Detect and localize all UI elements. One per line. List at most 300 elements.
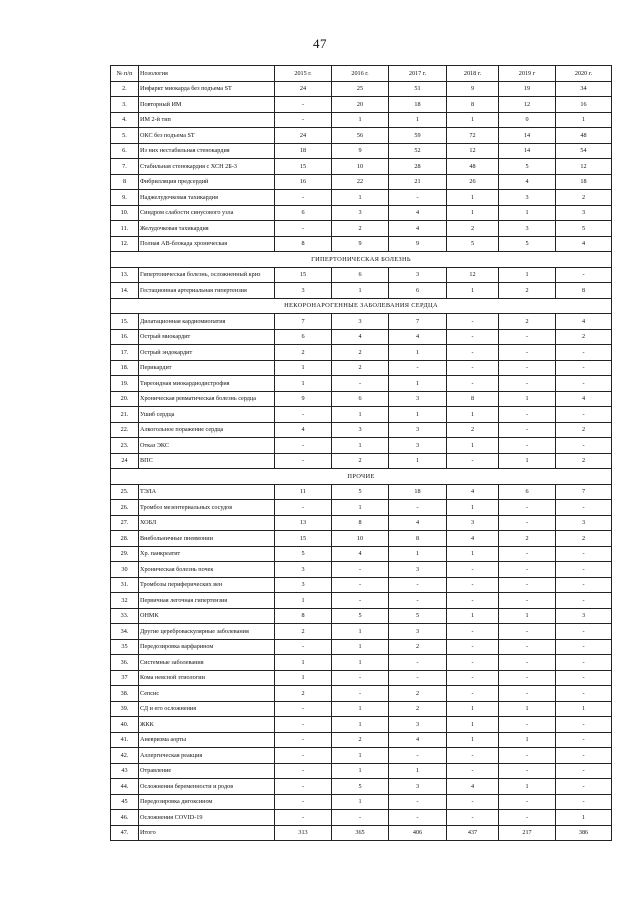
row-value: 3 bbox=[499, 190, 556, 206]
header-year: 2018 г. bbox=[447, 66, 499, 82]
table-row bbox=[111, 81, 612, 97]
row-value: 1 bbox=[332, 407, 389, 423]
row-value: 1 bbox=[332, 639, 389, 655]
row-nosology: Гипертоническая болезнь, осложненный криз bbox=[139, 267, 275, 283]
row-value: 1 bbox=[389, 112, 447, 128]
row-value: - bbox=[275, 779, 332, 795]
table-row bbox=[111, 143, 612, 159]
row-value: 4 bbox=[447, 531, 499, 547]
row-number: 3. bbox=[111, 97, 139, 113]
row-value: - bbox=[556, 763, 612, 779]
row-value: 1 bbox=[389, 376, 447, 392]
row-value: - bbox=[556, 794, 612, 810]
row-value: 6 bbox=[332, 267, 389, 283]
row-value: 5 bbox=[499, 236, 556, 252]
row-value: - bbox=[499, 329, 556, 345]
table-row bbox=[111, 748, 612, 764]
row-value: 4 bbox=[556, 236, 612, 252]
section-title: ПРОЧИЕ bbox=[111, 469, 612, 485]
row-nosology: Итого bbox=[139, 825, 275, 841]
row-value: - bbox=[556, 267, 612, 283]
row-nosology: Желудочковая тахикардия bbox=[139, 221, 275, 237]
row-value: 1 bbox=[447, 732, 499, 748]
row-value: 4 bbox=[332, 546, 389, 562]
table-row bbox=[111, 794, 612, 810]
row-value: 2 bbox=[275, 624, 332, 640]
row-value: 3 bbox=[389, 422, 447, 438]
row-value: 1 bbox=[332, 624, 389, 640]
row-number: 30 bbox=[111, 562, 139, 578]
row-value: 0 bbox=[499, 112, 556, 128]
row-value: 22 bbox=[332, 174, 389, 190]
row-nosology: Сепсис bbox=[139, 686, 275, 702]
row-value: 386 bbox=[556, 825, 612, 841]
row-value: - bbox=[556, 748, 612, 764]
row-nosology: Аллергическая реакция bbox=[139, 748, 275, 764]
row-value: 2 bbox=[556, 531, 612, 547]
row-value: - bbox=[275, 794, 332, 810]
header-year: 2020 г. bbox=[556, 66, 612, 82]
row-number: 14. bbox=[111, 283, 139, 299]
row-value: 4 bbox=[499, 174, 556, 190]
row-value: - bbox=[556, 670, 612, 686]
row-value: 1 bbox=[389, 763, 447, 779]
row-nosology: ИМ 2-й тип bbox=[139, 112, 275, 128]
row-value: 4 bbox=[332, 329, 389, 345]
row-number: 35 bbox=[111, 639, 139, 655]
row-value: - bbox=[447, 360, 499, 376]
row-value: - bbox=[556, 360, 612, 376]
row-value: - bbox=[275, 407, 332, 423]
row-value: 1 bbox=[275, 376, 332, 392]
table-row bbox=[111, 810, 612, 826]
row-value: 3 bbox=[389, 267, 447, 283]
row-number: 6. bbox=[111, 143, 139, 159]
row-number: 41. bbox=[111, 732, 139, 748]
row-value: 1 bbox=[556, 701, 612, 717]
row-value: 2 bbox=[332, 453, 389, 469]
row-value: 9 bbox=[332, 143, 389, 159]
row-value: 24 bbox=[275, 128, 332, 144]
row-value: - bbox=[389, 748, 447, 764]
row-value: 21 bbox=[389, 174, 447, 190]
table-row bbox=[111, 391, 612, 407]
row-nosology: Внебольничные пневмонии bbox=[139, 531, 275, 547]
row-value: 1 bbox=[332, 748, 389, 764]
row-value: 1 bbox=[332, 283, 389, 299]
table-row bbox=[111, 717, 612, 733]
row-value: - bbox=[389, 500, 447, 516]
row-value: 34 bbox=[556, 81, 612, 97]
row-value: 3 bbox=[556, 205, 612, 221]
table-row bbox=[111, 655, 612, 671]
row-value: - bbox=[389, 360, 447, 376]
row-value: - bbox=[499, 345, 556, 361]
row-nosology: Полная АВ-блокада хроническая bbox=[139, 236, 275, 252]
table-row bbox=[111, 515, 612, 531]
row-nosology: Передозировка варфарином bbox=[139, 639, 275, 655]
row-value: 2 bbox=[389, 701, 447, 717]
row-value: 2 bbox=[499, 283, 556, 299]
row-value: 1 bbox=[499, 732, 556, 748]
row-value: 4 bbox=[389, 221, 447, 237]
row-value: 20 bbox=[332, 97, 389, 113]
row-value: - bbox=[275, 763, 332, 779]
row-value: 5 bbox=[389, 608, 447, 624]
row-value: 6 bbox=[389, 283, 447, 299]
row-value: - bbox=[332, 562, 389, 578]
row-value: - bbox=[556, 593, 612, 609]
table-row bbox=[111, 670, 612, 686]
row-value: 7 bbox=[556, 484, 612, 500]
row-value: 1 bbox=[332, 438, 389, 454]
row-value: 4 bbox=[389, 329, 447, 345]
row-value: - bbox=[332, 670, 389, 686]
row-number: 27. bbox=[111, 515, 139, 531]
row-value: 3 bbox=[389, 717, 447, 733]
row-value: 2 bbox=[499, 531, 556, 547]
row-value: - bbox=[275, 732, 332, 748]
row-value: - bbox=[332, 686, 389, 702]
row-nosology: Тромбозы периферических вен bbox=[139, 577, 275, 593]
row-value: 3 bbox=[332, 205, 389, 221]
table-row bbox=[111, 267, 612, 283]
row-value: 8 bbox=[389, 531, 447, 547]
row-value: 437 bbox=[447, 825, 499, 841]
row-nosology: Наджелудочковая тахикардия bbox=[139, 190, 275, 206]
row-value: 48 bbox=[556, 128, 612, 144]
table-row bbox=[111, 562, 612, 578]
row-value: - bbox=[556, 577, 612, 593]
section-title: ГИПЕРТОНИЧЕСКАЯ БОЛЕЗНЬ bbox=[111, 252, 612, 268]
row-value: - bbox=[447, 577, 499, 593]
table-row bbox=[111, 329, 612, 345]
row-value: 1 bbox=[499, 608, 556, 624]
row-value: 4 bbox=[389, 515, 447, 531]
row-number: 20. bbox=[111, 391, 139, 407]
row-number: 21. bbox=[111, 407, 139, 423]
row-value: - bbox=[447, 639, 499, 655]
row-value: - bbox=[556, 438, 612, 454]
row-value: 4 bbox=[556, 391, 612, 407]
row-nosology: ХОБЛ bbox=[139, 515, 275, 531]
row-value: - bbox=[499, 624, 556, 640]
row-value: - bbox=[447, 763, 499, 779]
row-value: - bbox=[389, 670, 447, 686]
row-value: 2 bbox=[332, 345, 389, 361]
row-value: - bbox=[556, 376, 612, 392]
row-number: 45 bbox=[111, 794, 139, 810]
row-value: 9 bbox=[332, 236, 389, 252]
row-nosology: Острый миокардит bbox=[139, 329, 275, 345]
row-value: - bbox=[499, 748, 556, 764]
row-value: - bbox=[499, 376, 556, 392]
row-value: - bbox=[332, 376, 389, 392]
row-value: 19 bbox=[499, 81, 556, 97]
row-value: 3 bbox=[332, 422, 389, 438]
table-row bbox=[111, 484, 612, 500]
row-value: 1 bbox=[275, 593, 332, 609]
row-value: - bbox=[556, 779, 612, 795]
table-row bbox=[111, 97, 612, 113]
row-value: 1 bbox=[389, 546, 447, 562]
row-value: 1 bbox=[332, 794, 389, 810]
row-value: 12 bbox=[556, 159, 612, 175]
row-value: 1 bbox=[332, 717, 389, 733]
row-value: - bbox=[447, 794, 499, 810]
row-number: 26. bbox=[111, 500, 139, 516]
row-nosology: Хроническая болезнь почек bbox=[139, 562, 275, 578]
row-value: 8 bbox=[447, 97, 499, 113]
row-nosology: Передозировка дигоксином bbox=[139, 794, 275, 810]
row-value: - bbox=[447, 655, 499, 671]
row-value: 4 bbox=[447, 779, 499, 795]
row-value: 15 bbox=[275, 159, 332, 175]
row-value: - bbox=[447, 624, 499, 640]
table-row bbox=[111, 174, 612, 190]
row-value: 72 bbox=[447, 128, 499, 144]
row-number: 15. bbox=[111, 314, 139, 330]
row-number: 12. bbox=[111, 236, 139, 252]
row-nosology: Тромбоз мезентериальных сосудов bbox=[139, 500, 275, 516]
row-value: 1 bbox=[332, 500, 389, 516]
row-value: - bbox=[447, 314, 499, 330]
table-row bbox=[111, 236, 612, 252]
row-value: 18 bbox=[275, 143, 332, 159]
table-header-row bbox=[111, 66, 612, 82]
row-number: 25. bbox=[111, 484, 139, 500]
header-year: 2016 г. bbox=[332, 66, 389, 82]
table-row bbox=[111, 546, 612, 562]
row-nosology: ВПС bbox=[139, 453, 275, 469]
row-value: - bbox=[499, 593, 556, 609]
row-value: 10 bbox=[332, 159, 389, 175]
nosology-table bbox=[110, 65, 612, 841]
row-value: 2 bbox=[556, 453, 612, 469]
row-nosology: Перикардит bbox=[139, 360, 275, 376]
row-nosology: ЖКК bbox=[139, 717, 275, 733]
table-row bbox=[111, 407, 612, 423]
table-row bbox=[111, 593, 612, 609]
row-value: - bbox=[556, 686, 612, 702]
table-row bbox=[111, 314, 612, 330]
row-value: 3 bbox=[447, 515, 499, 531]
row-value: 2 bbox=[556, 190, 612, 206]
row-value: 1 bbox=[332, 701, 389, 717]
row-nosology: Аневризма аорты bbox=[139, 732, 275, 748]
row-value: - bbox=[389, 655, 447, 671]
row-nosology: Отравление bbox=[139, 763, 275, 779]
row-value: - bbox=[447, 686, 499, 702]
row-value: 4 bbox=[275, 422, 332, 438]
table-row bbox=[111, 453, 612, 469]
row-value: - bbox=[499, 407, 556, 423]
row-value: - bbox=[447, 376, 499, 392]
row-value: 1 bbox=[332, 112, 389, 128]
row-value: 5 bbox=[447, 236, 499, 252]
row-value: - bbox=[499, 360, 556, 376]
row-value: 1 bbox=[332, 190, 389, 206]
row-value: - bbox=[389, 794, 447, 810]
row-value: 4 bbox=[556, 314, 612, 330]
row-value: 1 bbox=[275, 360, 332, 376]
row-value: 1 bbox=[332, 763, 389, 779]
row-value: - bbox=[499, 562, 556, 578]
row-value: 1 bbox=[447, 190, 499, 206]
table-row bbox=[111, 345, 612, 361]
row-value: - bbox=[332, 577, 389, 593]
row-value: - bbox=[499, 686, 556, 702]
row-value: 8 bbox=[332, 515, 389, 531]
table-row bbox=[111, 159, 612, 175]
header-year: 2019 г bbox=[499, 66, 556, 82]
row-value: 18 bbox=[389, 484, 447, 500]
row-value: - bbox=[275, 221, 332, 237]
row-value: 1 bbox=[275, 655, 332, 671]
table-row bbox=[111, 686, 612, 702]
row-value: - bbox=[275, 112, 332, 128]
row-nosology: Кома неясной этиологии bbox=[139, 670, 275, 686]
row-value: - bbox=[447, 329, 499, 345]
row-number: 24 bbox=[111, 453, 139, 469]
row-nosology: Ушиб сердца bbox=[139, 407, 275, 423]
table-row bbox=[111, 577, 612, 593]
section-header-row bbox=[111, 252, 612, 268]
row-number: 44. bbox=[111, 779, 139, 795]
row-value: 8 bbox=[275, 236, 332, 252]
row-value: - bbox=[389, 810, 447, 826]
row-value: - bbox=[499, 794, 556, 810]
row-number: 42. bbox=[111, 748, 139, 764]
row-value: 59 bbox=[389, 128, 447, 144]
row-value: - bbox=[556, 345, 612, 361]
row-nosology: ТЭЛА bbox=[139, 484, 275, 500]
row-value: 3 bbox=[556, 608, 612, 624]
row-value: 8 bbox=[556, 283, 612, 299]
row-number: 16. bbox=[111, 329, 139, 345]
row-value: 1 bbox=[447, 112, 499, 128]
row-value: - bbox=[556, 655, 612, 671]
row-value: 5 bbox=[556, 221, 612, 237]
row-value: - bbox=[447, 670, 499, 686]
table-row bbox=[111, 531, 612, 547]
row-value: - bbox=[275, 701, 332, 717]
row-value: 6 bbox=[332, 391, 389, 407]
row-value: - bbox=[389, 190, 447, 206]
row-value: - bbox=[275, 717, 332, 733]
row-nosology: Хроническая ревматическая болезнь сердца bbox=[139, 391, 275, 407]
row-value: - bbox=[499, 515, 556, 531]
row-number: 5. bbox=[111, 128, 139, 144]
row-value: - bbox=[389, 577, 447, 593]
table-row bbox=[111, 639, 612, 655]
row-number: 22. bbox=[111, 422, 139, 438]
row-nosology: Осложнения беременности и родов bbox=[139, 779, 275, 795]
row-value: 1 bbox=[447, 701, 499, 717]
row-value: 3 bbox=[389, 562, 447, 578]
table-row bbox=[111, 221, 612, 237]
row-value: 1 bbox=[499, 267, 556, 283]
table-row bbox=[111, 825, 612, 841]
row-value: 313 bbox=[275, 825, 332, 841]
row-number: 43 bbox=[111, 763, 139, 779]
row-value: 56 bbox=[332, 128, 389, 144]
row-value: 15 bbox=[275, 267, 332, 283]
row-number: 46. bbox=[111, 810, 139, 826]
row-value: 7 bbox=[275, 314, 332, 330]
row-value: 3 bbox=[499, 221, 556, 237]
row-number: 31. bbox=[111, 577, 139, 593]
row-value: - bbox=[556, 500, 612, 516]
row-value: 1 bbox=[389, 453, 447, 469]
row-value: 3 bbox=[389, 438, 447, 454]
row-value: 5 bbox=[332, 608, 389, 624]
row-value: 2 bbox=[389, 686, 447, 702]
row-value: 4 bbox=[389, 732, 447, 748]
row-value: - bbox=[499, 577, 556, 593]
row-number: 29. bbox=[111, 546, 139, 562]
row-value: - bbox=[499, 810, 556, 826]
row-value: - bbox=[556, 624, 612, 640]
row-value: 2 bbox=[556, 329, 612, 345]
row-value: 3 bbox=[332, 314, 389, 330]
row-value: 14 bbox=[499, 128, 556, 144]
row-nosology: Другие цереброваскулярные заболевания bbox=[139, 624, 275, 640]
table-row bbox=[111, 190, 612, 206]
row-value: 3 bbox=[275, 577, 332, 593]
row-value: 1 bbox=[447, 407, 499, 423]
row-number: 18. bbox=[111, 360, 139, 376]
row-value: 12 bbox=[447, 143, 499, 159]
row-value: 10 bbox=[332, 531, 389, 547]
row-value: 4 bbox=[447, 484, 499, 500]
page-number: 47 bbox=[313, 36, 327, 51]
row-value: - bbox=[499, 422, 556, 438]
row-value: 5 bbox=[275, 546, 332, 562]
table-row bbox=[111, 624, 612, 640]
row-number: 47. bbox=[111, 825, 139, 841]
row-value: 2 bbox=[447, 422, 499, 438]
row-nosology: Стабильная стенокардия с ХСН 2Б-3 bbox=[139, 159, 275, 175]
row-value: - bbox=[447, 562, 499, 578]
row-value: 6 bbox=[275, 205, 332, 221]
row-value: - bbox=[275, 639, 332, 655]
row-value: 1 bbox=[389, 407, 447, 423]
row-value: - bbox=[499, 717, 556, 733]
row-number: 19. bbox=[111, 376, 139, 392]
row-value: - bbox=[499, 500, 556, 516]
row-value: 2 bbox=[275, 686, 332, 702]
row-value: 6 bbox=[499, 484, 556, 500]
row-value: 5 bbox=[332, 484, 389, 500]
row-number: 36. bbox=[111, 655, 139, 671]
row-value: - bbox=[499, 546, 556, 562]
header-year: 2017 г. bbox=[389, 66, 447, 82]
row-value: 3 bbox=[275, 283, 332, 299]
row-value: - bbox=[499, 655, 556, 671]
row-value: - bbox=[389, 593, 447, 609]
row-value: - bbox=[556, 732, 612, 748]
row-nosology: Острый эндокардит bbox=[139, 345, 275, 361]
row-nosology: Гестационная артериальная гипертензия bbox=[139, 283, 275, 299]
row-value: 26 bbox=[447, 174, 499, 190]
row-nosology: СД и его осложнения bbox=[139, 701, 275, 717]
row-value: 2 bbox=[389, 639, 447, 655]
row-value: 13 bbox=[275, 515, 332, 531]
table-row bbox=[111, 779, 612, 795]
row-value: - bbox=[499, 438, 556, 454]
row-value: 2 bbox=[556, 422, 612, 438]
